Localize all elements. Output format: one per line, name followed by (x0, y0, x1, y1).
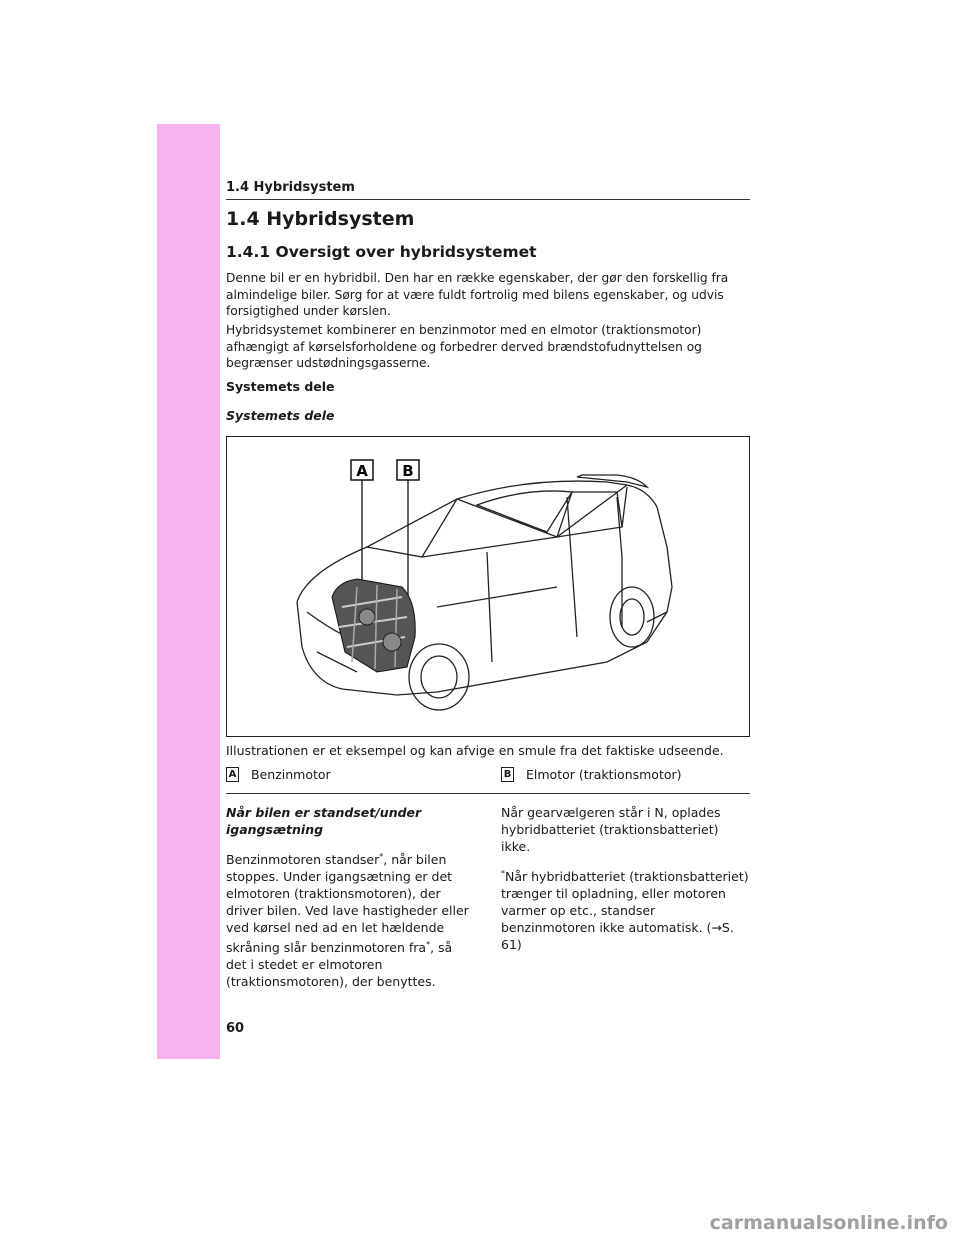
legend-item-b (501, 767, 682, 782)
legend-text-b: Elmotor (traktionsmotor) (526, 767, 682, 782)
figure-caption: Illustrationen er et eksempel og kan afvige en smule fra det faktiske udseende. (226, 743, 724, 758)
intro-paragraph: Denne bil er en hybridbil. Den har en række egenskaber, der gør den forskellig fra almindelige biler. Sørg for at være fuldt fortrolig med bilens egenskaber, og udvis forsigtighed under kørslen. (226, 271, 729, 318)
left-text-3: , så det i stedet er elmotoren (traktionsmotoren), der benyttes. (226, 940, 453, 990)
left-column (226, 804, 476, 1000)
right-column (501, 804, 750, 963)
chapter-side-tab (157, 124, 220, 1059)
car-drawing (227, 437, 749, 736)
footnote-text: Når hybridbatteriet (traktionsbatteriet) trænger til opladning, eller motoren varmer op etc., standser benzinmotoren ikke automatisk. (→S. 61) (501, 869, 749, 953)
footnote-marker: * (501, 869, 505, 878)
figure-title: Systemets dele (226, 408, 335, 423)
right-paragraph: Når gearvælgeren står i N, oplades hybridbatteriet (traktionsbatteriet) ikke. (501, 805, 721, 854)
engine-block (332, 579, 415, 672)
left-text-2: , når bilen stoppes. Under igangsætning er det elmotoren (traktionsmotoren), der driver bilen. Ved lave hastigheder eller ved kørsel ned ad en let hældende skråning slår benzinmotoren fra (226, 852, 469, 956)
section-divider (226, 793, 750, 794)
footnote-marker-1: * (379, 852, 384, 861)
legend-text-a: Benzinmotor (251, 767, 331, 782)
legend-item-a (226, 767, 331, 782)
callout-a-label: A (356, 462, 368, 480)
page-title: 1.4 Hybridsystem (226, 208, 415, 230)
callout-b-label: B (402, 462, 414, 480)
car-illustration (226, 436, 750, 737)
hybrid-paragraph: Hybridsystemet kombinerer en benzinmotor med en elmotor (traktionsmotor) afhængigt af kørselsforholdene og forbedrer derved brændstofudnyttelsen og begrænser udstødningsgasserne. (226, 323, 702, 370)
page-number: 60 (226, 1021, 245, 1036)
left-text-1: Benzinmotoren standser (226, 852, 380, 868)
left-paragraph (226, 848, 476, 990)
system-parts-label: Systemets dele (226, 379, 335, 394)
section-title: 1.4.1 Oversigt over hybridsystemet (226, 243, 537, 261)
running-head: 1.4 Hybridsystem (226, 180, 750, 200)
watermark: carmanualsonline.info (709, 1212, 948, 1234)
footnote (501, 865, 750, 953)
legend-key-b: B (501, 767, 514, 782)
left-heading: Når bilen er standset/under igangsætning (226, 805, 422, 837)
footnote-marker-2: * (426, 940, 431, 950)
legend-key-a: A (226, 767, 239, 782)
